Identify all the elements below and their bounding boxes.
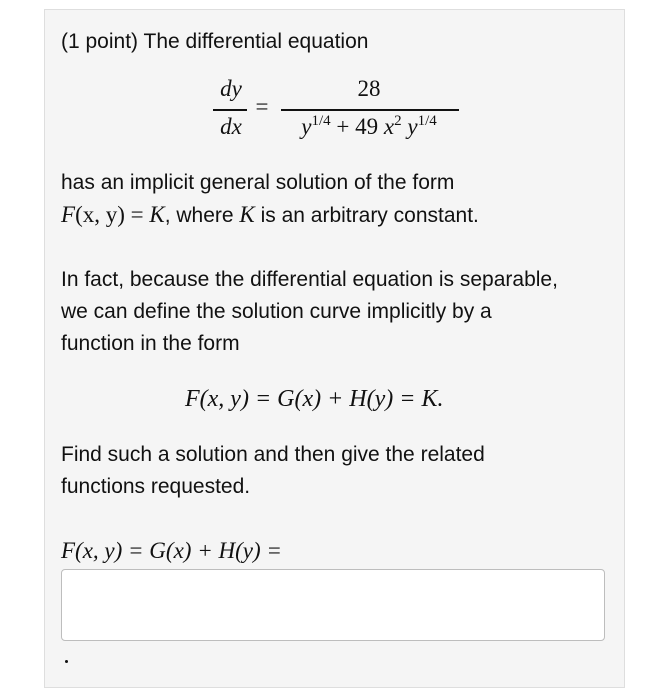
equals-sign: = bbox=[255, 94, 269, 119]
lhs-fraction-bar bbox=[213, 109, 247, 111]
rhs-numerator: 28 bbox=[357, 76, 381, 101]
lhs-numerator: dy bbox=[220, 76, 242, 101]
answer-label: F(x, y) = G(x) + H(y) = bbox=[61, 538, 282, 563]
para2-line1: In fact, because the differential equation is separable, bbox=[61, 268, 558, 291]
rhs-fraction-bar bbox=[281, 109, 459, 111]
para3-line1: Find such a solution and then give the related bbox=[61, 443, 485, 466]
para2-line2: we can define the solution curve implicitly by a bbox=[61, 300, 492, 323]
para1-line2: F(x, y) = K, where K is an arbitrary constant. bbox=[61, 202, 479, 227]
para2-line3: function in the form bbox=[61, 332, 240, 355]
lhs-denominator: dx bbox=[220, 114, 242, 139]
answer-input[interactable] bbox=[61, 569, 605, 641]
para3-line2: functions requested. bbox=[61, 475, 251, 498]
rhs-denominator: $y^{1/4} + 49$ $x^2$ $y^{1/4}$ bbox=[301, 113, 437, 139]
display-equation: F(x, y) = G(x) + H(y) = K. bbox=[185, 386, 444, 412]
problem-panel bbox=[44, 9, 625, 688]
problem-header: (1 point) The differential equation bbox=[61, 30, 369, 53]
para1-line1: has an implicit general solution of the form bbox=[61, 171, 455, 194]
answer-dot bbox=[65, 660, 68, 663]
